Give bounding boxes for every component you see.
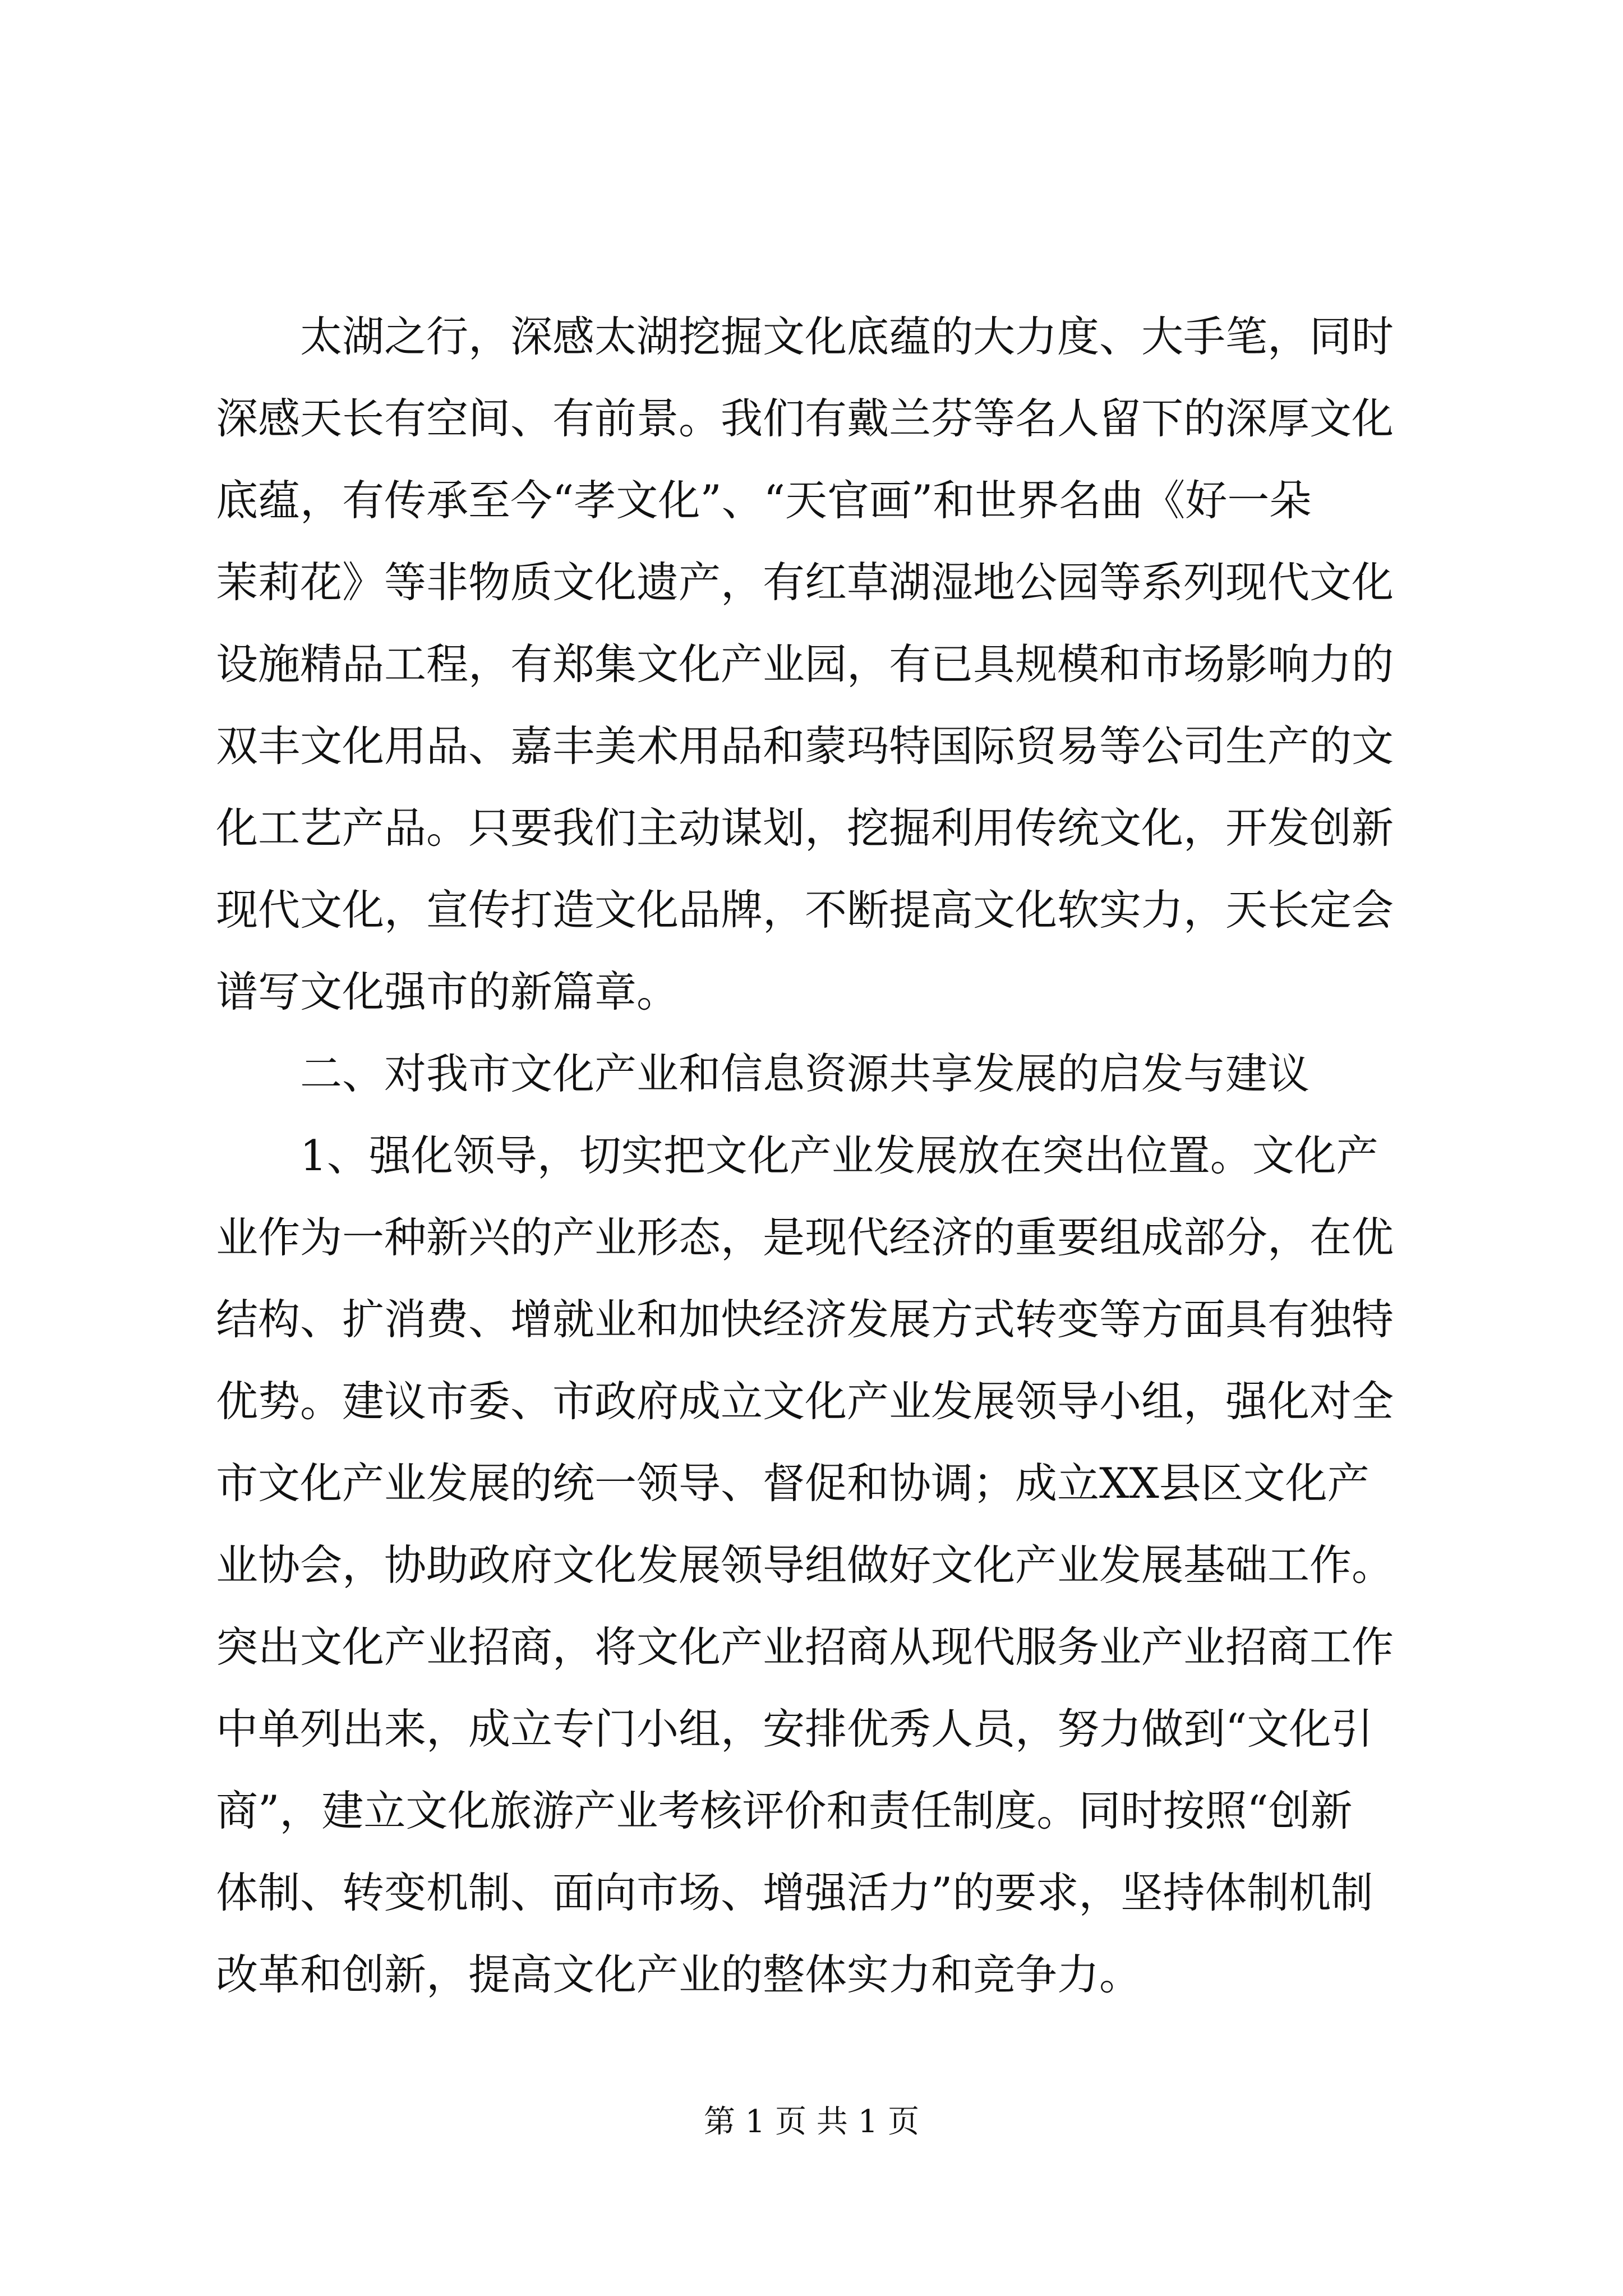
- paragraph-2-line-6: 业协会，协助政府文化发展领导组做好文化产业发展基础工作。: [216, 1540, 1394, 1590]
- paragraph-1-line-7: 化工艺产品。只要我们主动谋划，挖掘利用传统文化，开发创新: [216, 803, 1394, 853]
- page-number-footer: 第 1 页 共 1 页: [703, 2104, 920, 2140]
- section-heading: 二、对我市文化产业和信息资源共享发展的启发与建议: [216, 1049, 1310, 1098]
- paragraph-1-line-6: 双丰文化用品、嘉丰美术用品和蒙玛特国际贸易等公司生产的文: [216, 721, 1394, 771]
- paragraph-2-line-7: 突出文化产业招商，将文化产业招商从现代服务业产业招商工作: [216, 1622, 1394, 1672]
- paragraph-2-line-4: 优势。建议市委、市政府成立文化产业发展领导小组，强化对全: [216, 1377, 1394, 1426]
- paragraph-2-line-8: 中单列出来，成立专门小组，安排优秀人员，努力做到“文化引: [216, 1704, 1373, 1754]
- paragraph-1-line-3: 底蕴，有传承至今“孝文化”、“天官画”和世界名曲《好一朵: [216, 476, 1312, 525]
- paragraph-2-line-10: 体制、转变机制、面向市场、增强活力”的要求，坚持体制机制: [216, 1868, 1373, 1917]
- paragraph-2-line-11: 改革和创新，提高文化产业的整体实力和竞争力。: [216, 1950, 1142, 1999]
- paragraph-1-line-8: 现代文化，宣传打造文化品牌，不断提高文化软实力，天长定会: [216, 885, 1394, 935]
- paragraph-1-line-9: 谱写文化强市的新篇章。: [216, 967, 679, 1016]
- paragraph-2-line-9: 商”，建立文化旅游产业考核评价和责任制度。同时按照“创新: [216, 1786, 1353, 1835]
- paragraph-2-line-3: 结构、扩消费、增就业和加快经济发展方式转变等方面具有独特: [216, 1295, 1394, 1344]
- paragraph-1-line-4: 茉莉花》等非物质文化遗产，有红草湖湿地公园等系列现代文化: [216, 558, 1394, 607]
- paragraph-2-line-5: 市文化产业发展的统一领导、督促和协调；成立XX县区文化产: [216, 1458, 1370, 1508]
- paragraph-2-line-1: 1、强化领导，切实把文化产业发展放在突出位置。文化产: [216, 1131, 1378, 1180]
- paragraph-1-line-5: 设施精品工程，有郑集文化产业园，有已具规模和市场影响力的: [216, 639, 1394, 689]
- paragraph-1-line-2: 深感天长有空间、有前景。我们有戴兰芬等名人留下的深厚文化: [216, 394, 1394, 443]
- paragraph-2-line-2: 业作为一种新兴的产业形态，是现代经济的重要组成部分，在优: [216, 1213, 1394, 1262]
- paragraph-1-line-1: 太湖之行，深感太湖挖掘文化底蕴的大力度、大手笔，同时: [216, 312, 1394, 361]
